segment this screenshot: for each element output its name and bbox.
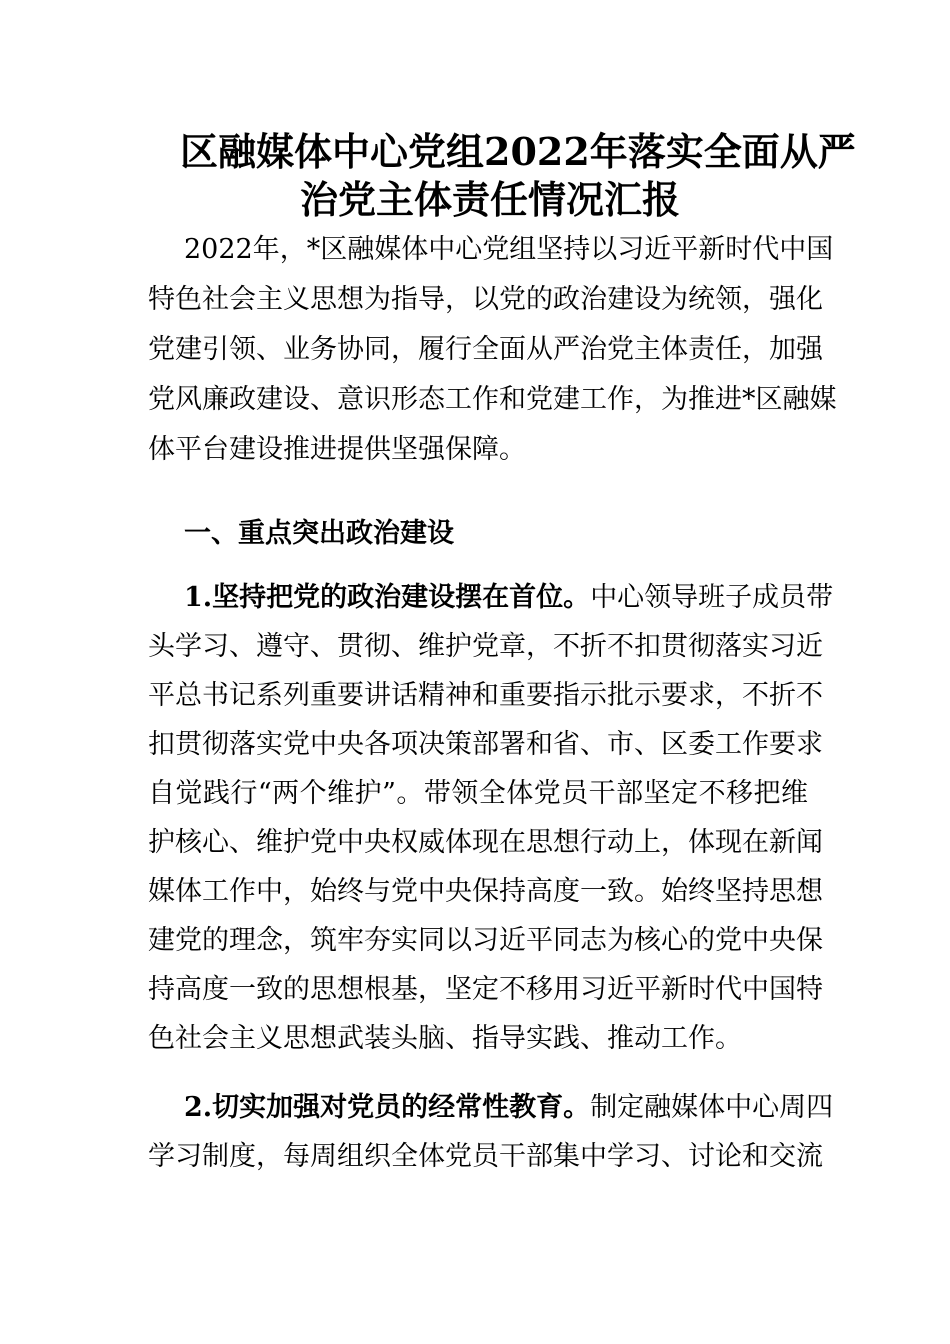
item-2-line-2: 学习制度，每周组织全体党员干部集中学习、讨论和交流	[148, 1141, 823, 1172]
item-1-lead: 1.坚持把党的政治建设摆在首位。	[184, 582, 591, 613]
item-1-line-1	[184, 578, 834, 618]
item-2-line-1	[184, 1088, 834, 1128]
intro-line-2: 特色社会主义思想为指导，以党的政治建设为统领，强化	[148, 284, 823, 315]
item-1-line-6: 护核心、维护党中央权威体现在思想行动上，体现在新闻	[148, 827, 823, 858]
item-1-line-4: 扣贯彻落实党中央各项决策部署和省、市、区委工作要求	[148, 729, 823, 760]
item-1-line-7: 媒体工作中，始终与党中央保持高度一致。始终坚持思想	[148, 876, 823, 907]
item-1-first-rest: 中心领导班子成员带	[590, 582, 834, 613]
document-title-line-2: 治党主体责任情况汇报	[300, 177, 681, 222]
item-2-first-rest: 制定融媒体中心周四	[590, 1092, 834, 1123]
intro-line-3: 党建引领、业务协同，履行全面从严治党主体责任，加强	[148, 334, 823, 365]
item-1-line-3: 平总书记系列重要讲话精神和重要指示批示要求，不折不	[148, 680, 823, 711]
document-title-line-1: 区融媒体中心党组2022年落实全面从严	[180, 129, 856, 174]
section-1-heading: 一、重点突出政治建设	[184, 518, 454, 549]
intro-line-1: 2022年，*区融媒体中心党组坚持以习近平新时代中国	[184, 234, 834, 265]
item-1-line-8: 建党的理念，筑牢夯实同以习近平同志为核心的党中央保	[148, 925, 823, 956]
intro-line-4: 党风廉政建设、意识形态工作和党建工作，为推进*区融媒	[148, 384, 837, 415]
intro-line-5: 体平台建设推进提供坚强保障。	[148, 434, 526, 465]
item-1-line-9: 持高度一致的思想根基，坚定不移用习近平新时代中国特	[148, 974, 823, 1005]
item-1-line-2: 头学习、遵守、贯彻、维护党章，不折不扣贯彻落实习近	[148, 631, 823, 662]
item-1-line-5: 自觉践行“两个维护”。带领全体党员干部坚定不移把维	[148, 778, 808, 809]
item-2-lead: 2.切实加强对党员的经常性教育。	[184, 1092, 591, 1123]
item-1-line-10: 色社会主义思想武装头脑、指导实践、推动工作。	[148, 1023, 742, 1054]
